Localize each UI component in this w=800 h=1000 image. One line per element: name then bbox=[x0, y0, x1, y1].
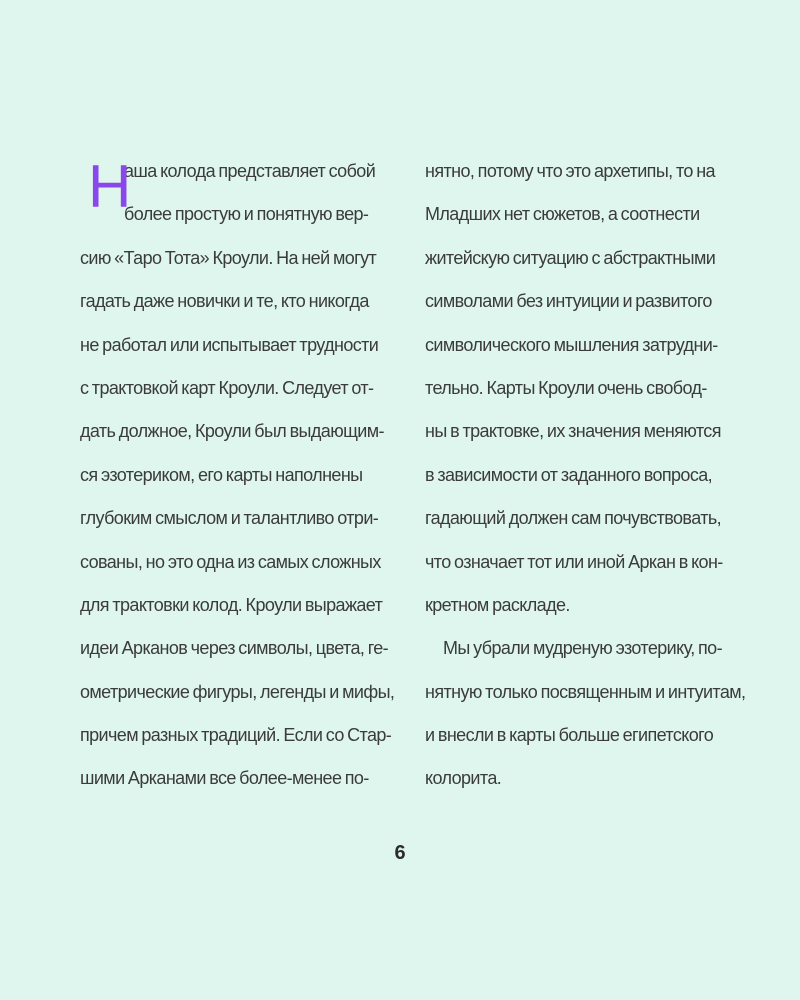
text-line: дать должное, Кроули был выдающим- bbox=[80, 421, 384, 442]
text-line: ометрические фигуры, легенды и мифы, bbox=[80, 681, 395, 702]
text-line: ся эзотериком, его карты наполнены bbox=[80, 464, 363, 485]
text-line: символами без интуиции и развитого bbox=[425, 291, 712, 312]
second-line-text: более простую и понятную вер- bbox=[124, 204, 369, 225]
text-line: житейскую ситуацию с абстрактными bbox=[425, 247, 716, 268]
text-line: сию «Таро Тота» Кроули. На ней могут bbox=[80, 247, 377, 268]
page-number: 6 bbox=[394, 842, 406, 864]
drop-cap: Н bbox=[88, 153, 132, 220]
text-line: и внесли в карты больше египетского bbox=[425, 725, 714, 746]
text-line: символического мышления затрудни- bbox=[425, 334, 718, 355]
text-line: колорита. bbox=[425, 768, 502, 789]
paragraph-first-line: Мы убрали мудреную эзотерику, по- bbox=[443, 638, 722, 659]
text-line: тельно. Карты Кроули очень свобод- bbox=[425, 377, 707, 398]
text-line: не работал или испытывает трудности bbox=[80, 334, 379, 355]
text-line: нятно, потому что это архетипы, то на bbox=[425, 161, 715, 181]
left-column bbox=[80, 150, 410, 801]
text-line: с трактовкой карт Кроули. Следует от- bbox=[80, 377, 374, 398]
text-line: нятную только посвященным и интуитам, bbox=[425, 681, 746, 702]
text-line: идеи Арканов через символы, цвета, ге- bbox=[80, 638, 389, 659]
text-line: гадать даже новички и те, кто никогда bbox=[80, 291, 369, 312]
text-line: гадающий должен сам почувствовать, bbox=[425, 508, 722, 529]
text-line: что означает тот или иной Аркан в кон- bbox=[425, 551, 723, 572]
first-line-text: аша колода представляет собой bbox=[124, 161, 376, 181]
text-line: кретном раскладе. bbox=[425, 594, 570, 615]
text-line: глубоким смыслом и талантливо отри- bbox=[80, 508, 379, 529]
text-line: для трактовки колод. Кроули выражает bbox=[80, 594, 383, 615]
text-line: в зависимости от заданного вопроса, bbox=[425, 464, 713, 485]
text-line: Младших нет сюжетов, а соотнести bbox=[425, 204, 700, 225]
text-line: ны в трактовке, их значения меняются bbox=[425, 421, 721, 442]
text-line: шими Арканами все более-менее по- bbox=[80, 768, 369, 789]
text-line: причем разных традиций. Если со Стар- bbox=[80, 725, 392, 746]
right-column bbox=[425, 150, 745, 801]
text-line: сованы, но это одна из самых сложных bbox=[80, 551, 381, 572]
